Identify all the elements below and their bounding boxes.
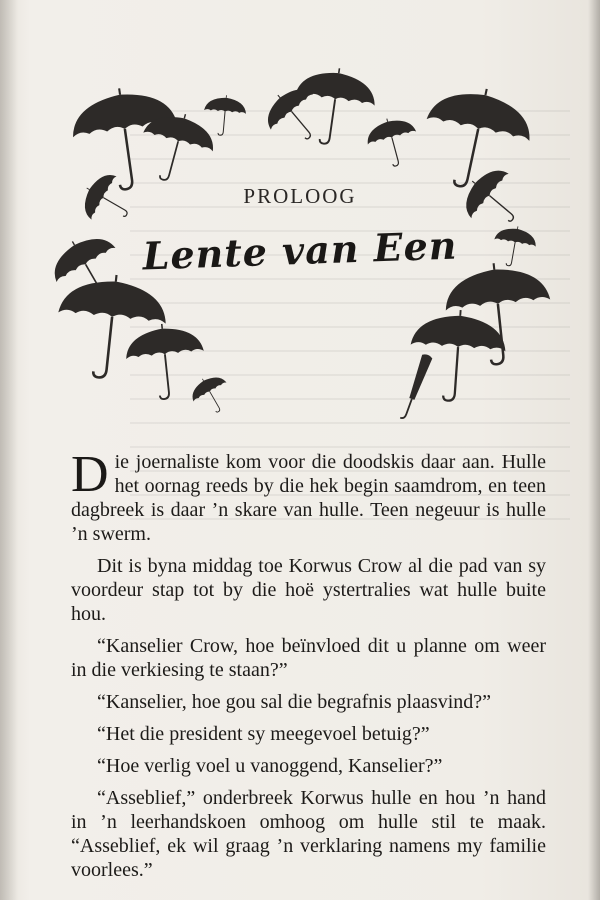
umbrella-illustration	[0, 0, 600, 430]
umbrella-icon	[414, 78, 538, 198]
drop-cap: D	[71, 446, 109, 503]
paragraph: Dit is byna middag toe Korwus Crow al die pad van sy voordeur stap tot by die hoë ystertralies wat hulle buite hou.	[71, 555, 546, 625]
umbrella-icon	[52, 269, 170, 383]
paragraph: “Het die president sy meegevoel betuig?”	[97, 723, 430, 745]
body-text	[71, 446, 546, 890]
umbrella-icon	[363, 112, 424, 171]
umbrella-icon	[289, 63, 379, 150]
paragraph: Die joernaliste kom voor die doodskis daar aan. Hulle het oornag reeds by die hek begin saamdrom, en teen dagbreek is daar ’n skare van hulle. Teen negeuur is hulle ’n swerm.	[71, 446, 546, 545]
paragraph: “Asseblief,” onderbreek Korwus hulle en hou ’n hand in ’n leerhandskoen omhoog om hulle stil te maak. “Asseblief, ek wil graag ’n verklaring namens my familie voorlees.”	[71, 787, 546, 881]
closed-umbrella-icon	[399, 353, 433, 421]
umbrella-icon	[202, 93, 247, 137]
paragraph: “Kanselier Crow, hoe beïnvloed dit u planne om weer in die verkiesing te staan?”	[71, 635, 546, 681]
umbrella-icon	[186, 369, 237, 420]
chapter-title: Lente van Een	[141, 222, 459, 279]
chapter-label: PROLOOG	[243, 184, 357, 208]
paragraph: “Kanselier, hoe gou sal die begrafnis plaasvind?”	[97, 691, 492, 713]
paragraph: “Hoe verlig voel u vanoggend, Kanselier?”	[97, 755, 443, 777]
